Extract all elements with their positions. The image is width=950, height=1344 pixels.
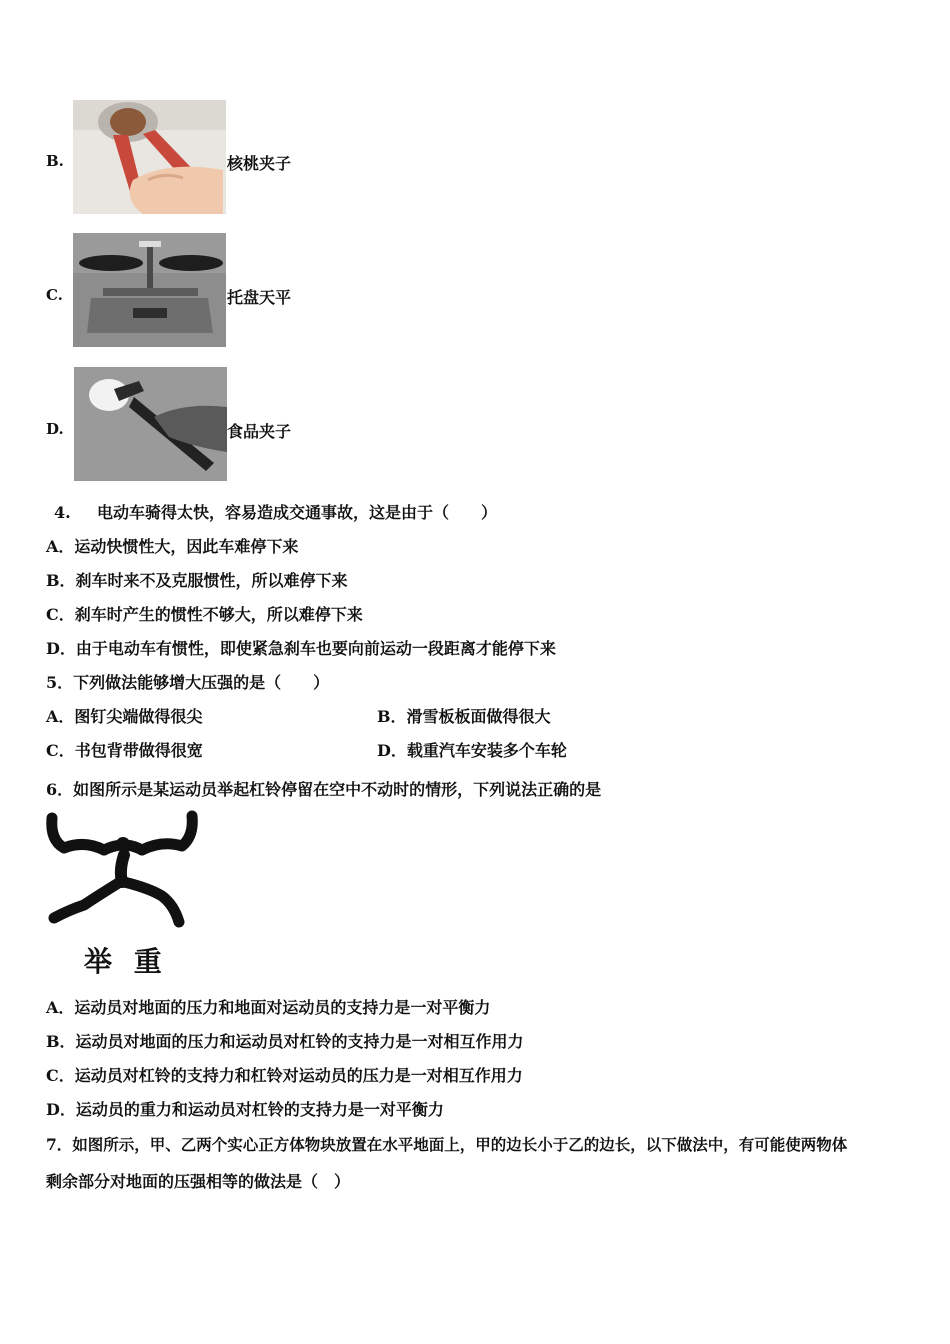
question-number: 4. bbox=[54, 503, 71, 522]
option-label: 托盘天平 bbox=[227, 288, 292, 307]
option-letter: D. bbox=[46, 420, 64, 438]
pan-balance-icon bbox=[73, 233, 226, 347]
option-a: A．图钉尖端做得很尖 bbox=[46, 707, 203, 726]
option-c: C．运动员对杠铃的支持力和杠铃对运动员的压力是一对相互作用力 bbox=[46, 1066, 523, 1085]
option-letter: C. bbox=[46, 286, 63, 304]
question-stem: 5．下列做法能够增大压强的是（ ） bbox=[46, 673, 330, 692]
question-stem-line2: 剩余部分对地面的压强相等的做法是（ ） bbox=[46, 1172, 351, 1191]
walnut-cracker-icon bbox=[73, 100, 226, 214]
option-d: D．载重汽车安装多个车轮 bbox=[377, 741, 567, 760]
option-b: B．滑雪板板面做得很大 bbox=[377, 707, 551, 726]
option-d: D．运动员的重力和运动员对杠铃的支持力是一对平衡力 bbox=[46, 1100, 444, 1119]
option-b: B．刹车时来不及克服惯性，所以难停下来 bbox=[46, 571, 348, 590]
option-d: D．由于电动车有惯性，即使紧急刹车也要向前运动一段距离才能停下来 bbox=[46, 639, 556, 658]
food-tongs-icon bbox=[74, 367, 227, 481]
option-c: C．刹车时产生的惯性不够大，所以难停下来 bbox=[46, 605, 363, 624]
option-a: A．运动员对地面的压力和地面对运动员的支持力是一对平衡力 bbox=[46, 998, 491, 1017]
weightlifter-pictogram-icon bbox=[44, 810, 204, 930]
option-label: 核桃夹子 bbox=[227, 154, 292, 173]
question-stem: 6．如图所示是某运动员举起杠铃停留在空中不动时的情形，下列说法正确的是 bbox=[46, 780, 602, 799]
option-b: B．运动员对地面的压力和运动员对杠铃的支持力是一对相互作用力 bbox=[46, 1032, 524, 1051]
option-a: A．运动快惯性大，因此车难停下来 bbox=[46, 537, 299, 556]
question-stem: 电动车骑得太快，容易造成交通事故，这是由于（ ） bbox=[97, 503, 498, 522]
figure-caption: 举 重 bbox=[84, 945, 168, 978]
option-letter: B. bbox=[46, 152, 64, 170]
option-c: C．书包背带做得很宽 bbox=[46, 741, 203, 760]
option-label: 食品夹子 bbox=[227, 422, 292, 441]
question-stem-line1: 7．如图所示，甲、乙两个实心正方体物块放置在水平地面上，甲的边长小于乙的边长，以下做法中，有可能使两物体 bbox=[46, 1135, 848, 1154]
